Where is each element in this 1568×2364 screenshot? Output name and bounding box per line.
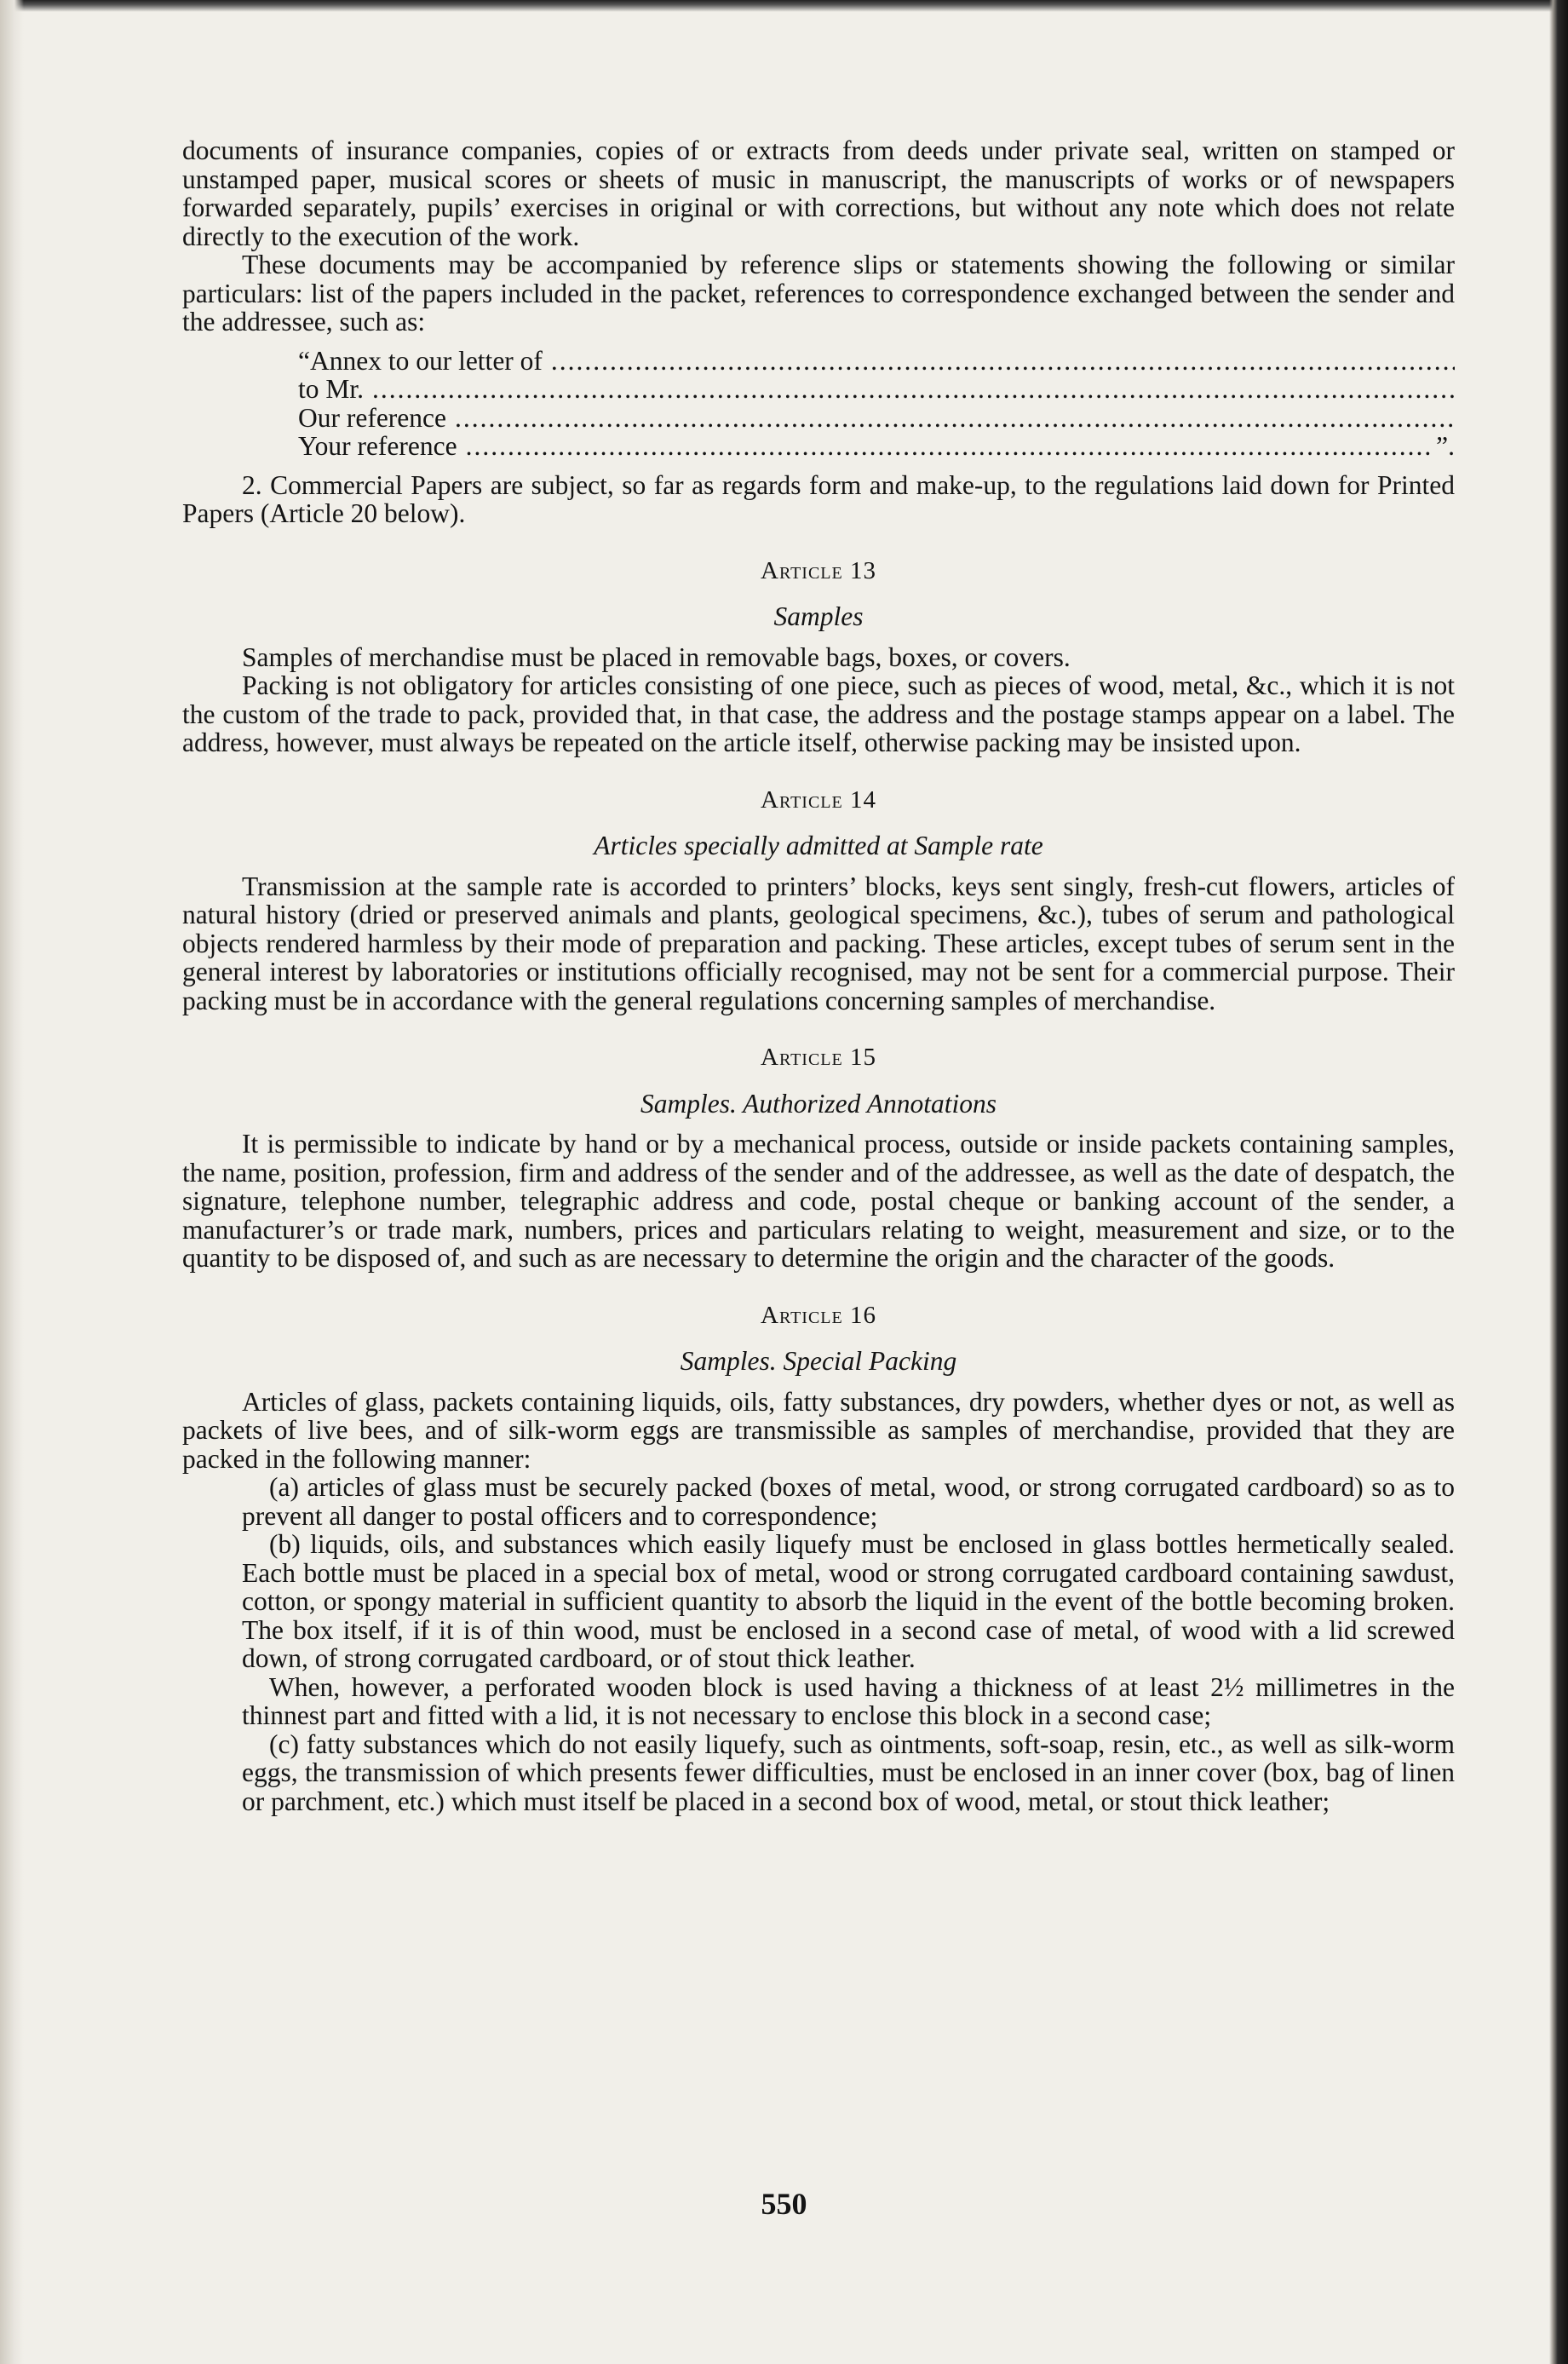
article-13-paragraph: Samples of merchandise must be placed in removable bags, boxes, or covers. — [242, 641, 1071, 672]
article-15-heading: Article 15 — [761, 1044, 876, 1071]
article-13-paragraph: Packing is not obligatory for articles consisting of one piece, such as pieces of wood, metal, &c., which it is not the custom of the trade to pack, provided that, in that case, the address and the postage stamps appear on a label. The address, however, must always be repeated on the article itself, otherwise packing may be insisted upon. — [182, 670, 1455, 757]
article-16-title: Samples. Special Packing — [680, 1346, 957, 1376]
article-15-paragraph: It is permissible to indicate by hand or by a mechanical process, outside or inside packets containing samples, the name, position, profession, firm and address of the sender and of the addressee, as well as the date of despatch, the signature, telephone number, telegraphic address and code, postal cheque or banking account of the sender, a manufacturer’s or trade mark, numbers, prices and particulars relating to weight, measurement and size, or to the quantity to be disposed of, and such as are necessary to determine the origin and the character of the goods. — [182, 1129, 1455, 1273]
article-14-title: Articles specially admitted at Sample rate — [594, 831, 1043, 860]
opening-paragraph: documents of insurance companies, copies of or extracts from deeds under private seal, written on stamped or unstamped paper, musical scores or sheets of music in manuscript, the manuscripts of works or of newspapers forwarded separately, pupils’ exercises in original or with corrections, but without any note which does not relate directly to the execution of the work. — [182, 135, 1455, 251]
form-annex-label: “Annex to our letter of — [298, 345, 543, 376]
form-leader-dots — [372, 375, 1455, 404]
body-text — [182, 136, 1455, 1815]
article-16-intro: Articles of glass, packets containing liquids, oils, fatty substances, dry powders, whether dyes or not, as well as packets of live bees, and of silk-worm eggs are transmissible as samples of merchandise, provided that they are packed in the following manner: — [182, 1386, 1455, 1474]
commercial-papers-paragraph: 2. Commercial Papers are subject, so far as regards form and make-up, to the regulations laid down for Printed Papers (Article 20 below). — [182, 469, 1455, 528]
article-16 — [182, 1302, 1455, 1816]
article-14-paragraph: Transmission at the sample rate is accorded to printers’ blocks, keys sent singly, fresh-cut flowers, articles of natural history (dried or preserved animals and plants, geological specimens, &c.), tubes of serum and pathological objects rendered harmless by their mode of preparation and packing. These articles, except tubes of serum sent in the general interest by laboratories or institutions officially recognised, may not be sent for a commercial purpose. Their packing must be in accordance with the general regulations concerning samples of merchandise. — [182, 871, 1455, 1015]
article-15-title: Samples. Authorized Annotations — [640, 1088, 997, 1119]
article-14-heading: Article 14 — [761, 785, 876, 814]
article-16-item-c: (c) fatty substances which do not easily liquefy, such as ointments, soft-soap, resin, etc., as well as silk-worm eggs, the transmission of which presents fewer difficulties, must be enclosed in an inner cover (box, bag of linen or parchment, etc.) which must itself be placed in a second box of wood, metal, or stout thick leather; — [242, 1728, 1455, 1816]
form-leader-dots — [551, 347, 1455, 376]
form-line-to-mr — [298, 375, 1455, 404]
form-leader-dots — [455, 404, 1455, 433]
form-line-annex — [298, 347, 1455, 376]
article-13-heading: Article 13 — [761, 556, 876, 584]
form-line-your-reference — [298, 432, 1455, 461]
page-number: 550 — [761, 2187, 807, 2221]
scan-left-edge — [0, 0, 24, 2364]
reference-form — [298, 347, 1455, 461]
article-16-item-b: (b) liquids, oils, and substances which easily liquefy must be enclosed in glass bottles hermetically sealed. Each bottle must be placed in a special box of metal, wood or strong corrugated cardboard containing sawdust, cotton, or spongy material in sufficient quantity to absorb the liquid in the event of the bottle becoming broken. The box itself, if it is of thin wood, must be enclosed in a second case of metal, of wood with a lid screwed down, of strong corrugated cardboard, or of stout thick leather. — [242, 1529, 1455, 1673]
article-13 — [182, 557, 1455, 757]
scan-top-edge — [0, 0, 1568, 12]
form-leader-dots — [466, 432, 1435, 461]
form-to-mr-label: to Mr. — [298, 374, 365, 404]
form-line-our-reference — [298, 404, 1455, 433]
article-13-title: Samples — [773, 601, 864, 631]
article-16-heading: Article 16 — [761, 1301, 876, 1329]
article-14 — [182, 786, 1455, 1015]
scan-right-edge — [1549, 0, 1568, 2364]
article-15 — [182, 1044, 1455, 1273]
reference-slips-paragraph: These documents may be accompanied by reference slips or statements showing the following or similar particulars: list of the papers included in the packet, references to correspondence exchanged between the sender and the addressee, such as: — [182, 250, 1455, 336]
form-closing-quote: ”. — [1436, 431, 1455, 461]
form-our-reference-label: Our reference — [298, 402, 446, 433]
article-16-item-a: (a) articles of glass must be securely packed (boxes of metal, wood, or strong corrugated cardboard) so as to prevent all danger to postal officers and to correspondence; — [242, 1472, 1455, 1531]
article-16-item-b-note: When, however, a perforated wooden block is used having a thickness of at least 2½ millimetres in the thinnest part and fitted with a lid, it is not necessary to enclose this block in a second case; — [242, 1671, 1455, 1730]
form-your-reference-label: Your reference — [298, 431, 457, 461]
